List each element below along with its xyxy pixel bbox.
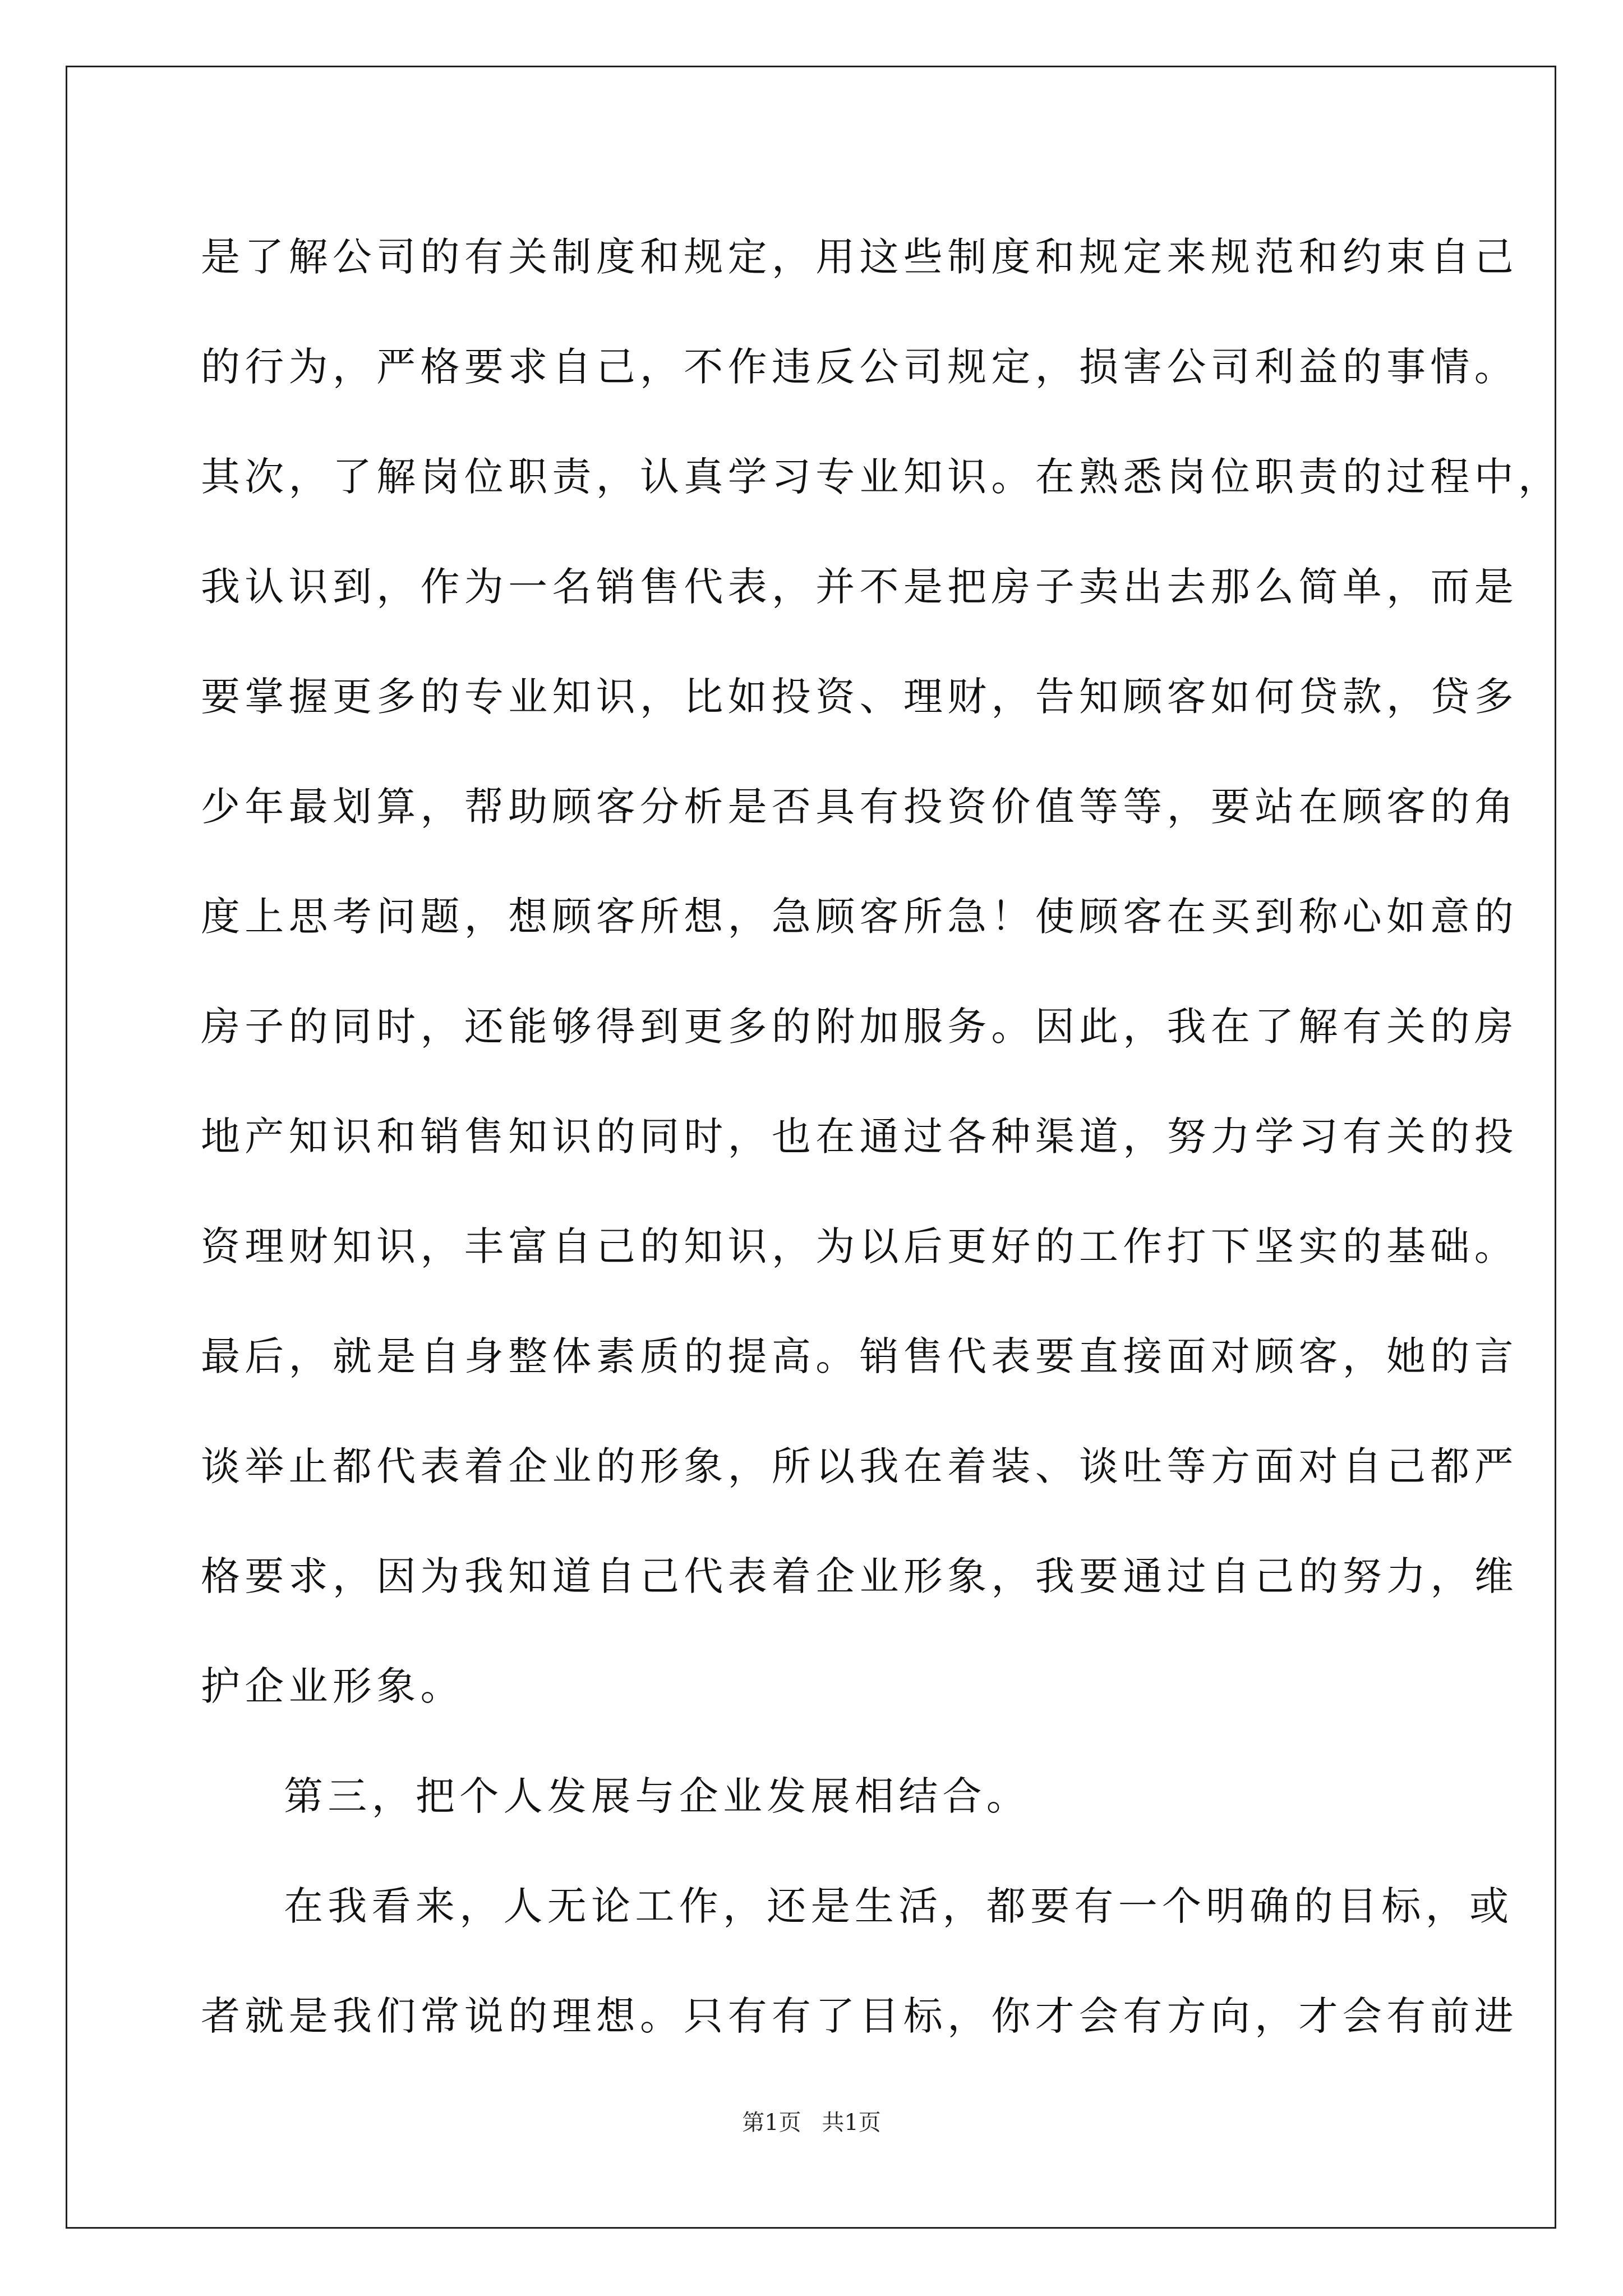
text-line: 第三，把个人发展与企业发展相结合。 — [284, 1773, 1031, 1819]
text-line: 格要求，因为我知道自己代表着企业形象，我要通过自己的努力，维 — [201, 1553, 1518, 1599]
text-line: 者就是我们常说的理想。只有有了目标，你才会有方向，才会有前进 — [201, 1993, 1518, 2039]
page-footer — [0, 2105, 1623, 2137]
text-line: 资理财知识，丰富自己的知识，为以后更好的工作打下坚实的基础。 — [201, 1223, 1518, 1269]
text-line: 其次，了解岗位职责，认真学习专业知识。在熟悉岗位职责的过程中， — [201, 454, 1562, 500]
text-line: 房子的同时，还能够得到更多的附加服务。因此，我在了解有关的房 — [201, 1004, 1518, 1050]
text-line: 要掌握更多的专业知识，比如投资、理财，告知顾客如何贷款，贷多 — [201, 674, 1518, 720]
text-line: 谈举止都代表着企业的形象，所以我在着装、谈吐等方面对自己都严 — [201, 1443, 1518, 1489]
text-line: 在我看来，人无论工作，还是生活，都要有一个明确的目标，或 — [284, 1883, 1514, 1929]
text-line: 我认识到，作为一名销售代表，并不是把房子卖出去那么简单，而是 — [201, 564, 1518, 610]
text-line: 度上思考问题，想顾客所想，急顾客所急！使顾客在买到称心如意的 — [201, 894, 1518, 940]
page-total: 共1页 — [822, 2110, 881, 2136]
text-line: 的行为，严格要求自己，不作违反公司规定，损害公司利益的事情。 — [201, 344, 1518, 390]
text-line: 最后，就是自身整体素质的提高。销售代表要直接面对顾客，她的言 — [201, 1333, 1518, 1379]
text-line: 护企业形象。 — [201, 1663, 464, 1709]
text-line: 少年最划算，帮助顾客分析是否具有投资价值等等，要站在顾客的角 — [201, 784, 1518, 830]
text-line: 地产知识和销售知识的同时，也在通过各种渠道，努力学习有关的投 — [201, 1114, 1518, 1159]
page-number: 第1页 — [742, 2110, 801, 2136]
text-line: 是了解公司的有关制度和规定，用这些制度和规定来规范和约束自己 — [201, 234, 1518, 280]
document-body — [201, 202, 1562, 2071]
